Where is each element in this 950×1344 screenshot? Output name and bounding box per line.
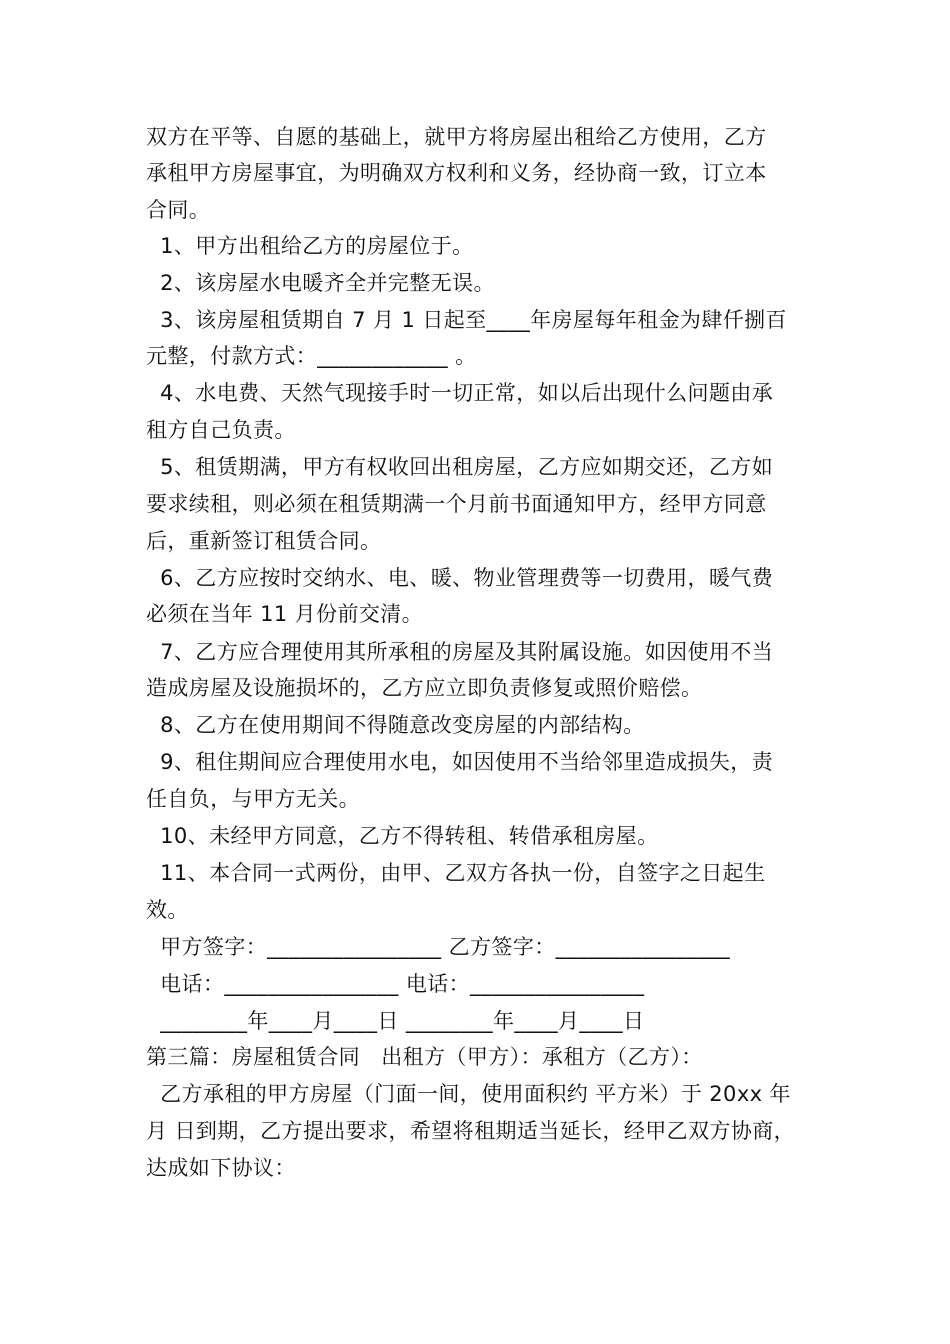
text-line: 合同。 — [146, 198, 211, 222]
text-line: 元整，付款方式：____________ 。 — [146, 344, 477, 368]
text-line: 达成如下协议： — [146, 1156, 296, 1180]
clause-1: 1、甲方出租给乙方的房屋位于。 — [146, 234, 474, 258]
text-line: 任自负，与甲方无关。 — [146, 787, 360, 811]
clause-9: 9、租住期间应合理使用水电，如因使用不当给邻里造成损失，责 — [146, 750, 774, 774]
text-line: 月 日到期，乙方提出要求，希望将租期适当延长，经甲乙双方协商， — [146, 1119, 796, 1143]
clause-2: 2、该房屋水电暖齐全并完整无误。 — [146, 271, 495, 295]
text-line: 租方自己负责。 — [146, 418, 296, 442]
text-line: 承租甲方房屋事宜，为明确双方权利和义务，经协商一致，订立本 — [146, 161, 767, 185]
text-line: 必须在当年 11 月份前交清。 — [146, 602, 424, 626]
clause-8: 8、乙方在使用期间不得随意改变房屋的内部结构。 — [146, 713, 645, 737]
signature-line: 甲方签字：________________ 乙方签字：________________ — [146, 935, 731, 959]
section-heading: 第三篇：房屋租赁合同 出租方（甲方）：承租方（乙方）： — [146, 1045, 703, 1069]
clause-4: 4、水电费、天然气现接手时一切正常，如以后出现什么问题由承 — [146, 381, 774, 405]
clause-6: 6、乙方应按时交纳水、电、暖、物业管理费等一切费用，暖气费 — [146, 566, 774, 590]
text-line: 乙方承租的甲方房屋（门面一间，使用面积约 平方米）于 20xx 年 — [146, 1082, 791, 1106]
clause-10: 10、未经甲方同意，乙方不得转租、转借承租房屋。 — [146, 824, 659, 848]
text-line: 造成房屋及设施损坏的，乙方应立即负责修复或照价赔偿。 — [146, 676, 703, 700]
clause-5: 5、租赁期满，甲方有权收回出租房屋，乙方应如期交还，乙方如 — [146, 455, 774, 479]
text-line: 双方在平等、自愿的基础上，就甲方将房屋出租给乙方使用，乙方 — [146, 125, 767, 149]
text-line: 要求续租，则必须在租赁期满一个月前书面通知甲方，经甲方同意 — [146, 492, 767, 516]
clause-7: 7、乙方应合理使用其所承租的房屋及其附属设施。如因使用不当 — [146, 640, 774, 664]
clause-3: 3、该房屋租赁期自 7 月 1 日起至____年房屋每年租金为肆仟捌百 — [146, 308, 787, 332]
date-line: ________年____月____日 ________年____月____日 — [146, 1009, 645, 1033]
text-line: 效。 — [146, 898, 189, 922]
text-line: 后，重新签订租赁合同。 — [146, 529, 382, 553]
phone-line: 电话：________________ 电话：________________ — [146, 972, 645, 996]
clause-11: 11、本合同一式两份，由甲、乙双方各执一份，自签字之日起生 — [146, 861, 766, 885]
